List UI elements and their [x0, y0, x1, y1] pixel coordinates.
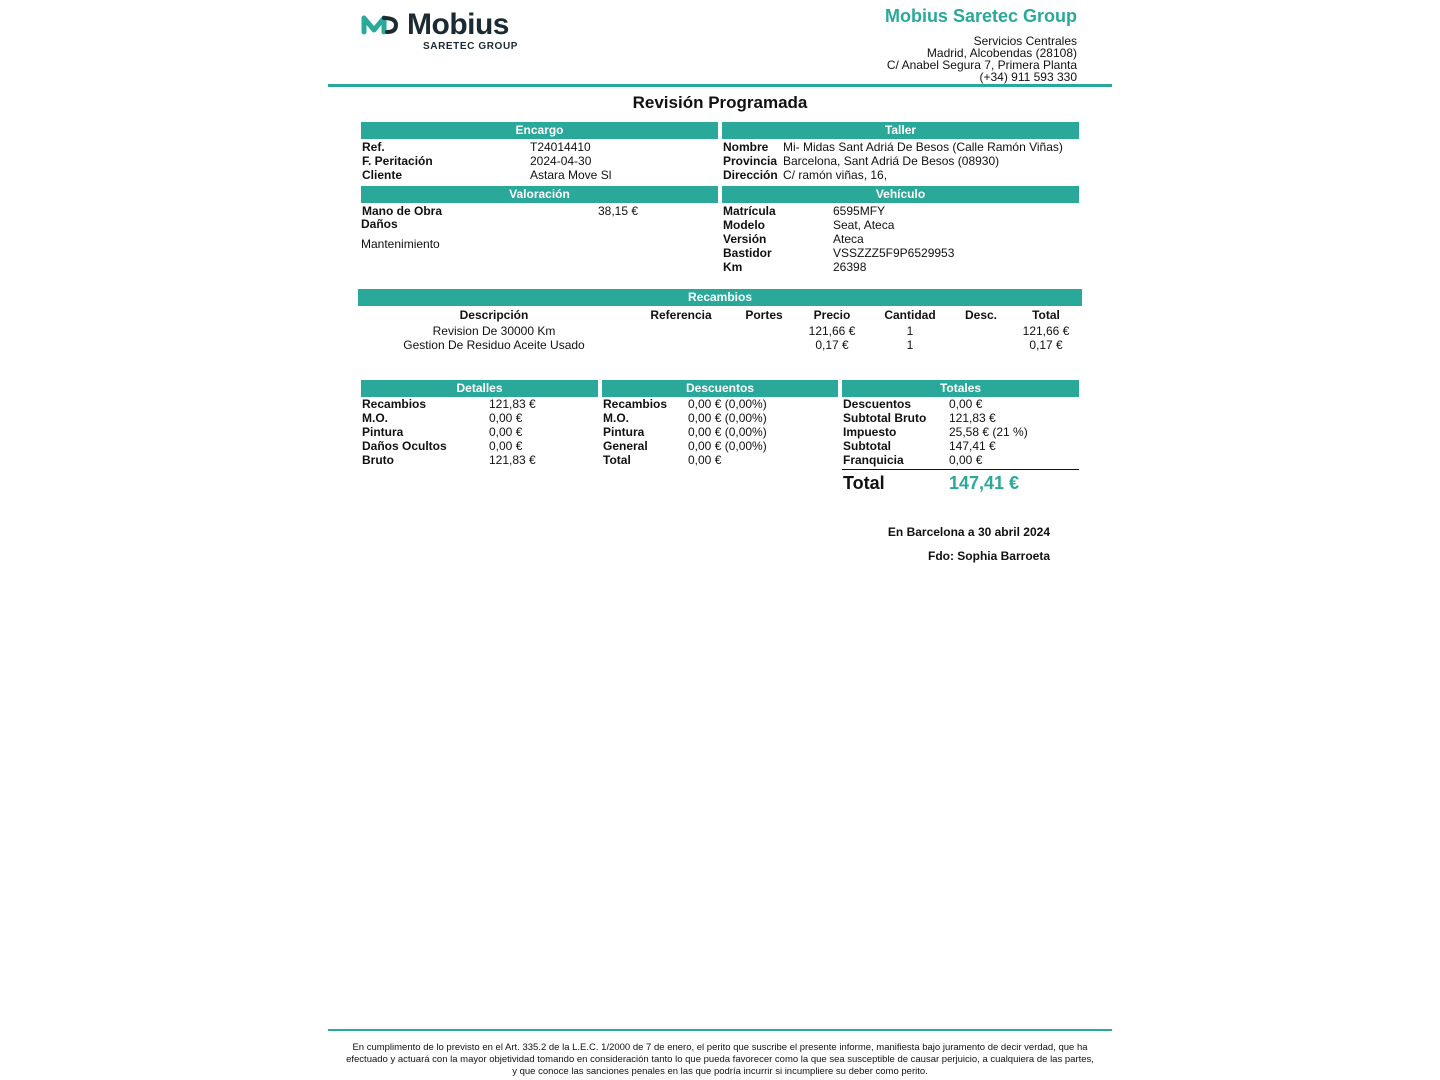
total-divider: [842, 469, 1079, 470]
field-label: Daños: [361, 217, 398, 231]
descuentos-row: [603, 453, 722, 467]
column-header: Cantidad: [884, 308, 936, 322]
field-value: 25,58 € (21 %): [949, 425, 1028, 439]
field-label: Ref.: [362, 140, 385, 154]
taller-nombre: [723, 140, 1063, 154]
table-cell: 1: [906, 338, 914, 352]
field-label: Subtotal Bruto: [843, 411, 927, 425]
table-cell: Revision De 30000 Km: [432, 324, 556, 338]
detalles-row: [362, 411, 523, 425]
field-value: 0,00 €: [949, 397, 983, 411]
field-value: 0,00 €: [949, 453, 983, 467]
field-value: T24014410: [530, 140, 591, 154]
field-label: General: [603, 439, 648, 453]
valoracion-header: Valoración: [361, 186, 718, 203]
field-label: Bastidor: [723, 246, 772, 260]
field-label: Recambios: [362, 397, 427, 411]
field-value: 147,41 €: [949, 439, 996, 453]
field-label: Subtotal: [843, 439, 891, 453]
field-label: Modelo: [723, 218, 765, 232]
legal-line: efectuado y actuará con la mayor objetividad tomando en consideración tanto lo que pueda favorecer como la que sea susceptible de causar perjuicio, a cualquiera de las partes,: [346, 1054, 1094, 1065]
field-label: Provincia: [723, 154, 778, 168]
totales-row: [843, 411, 996, 425]
recambios-table: [358, 308, 1082, 352]
detalles-header: Detalles: [361, 380, 598, 397]
vehiculo-version: [723, 232, 864, 246]
field-value: Barcelona, Sant Adriá De Besos (08930): [783, 154, 1000, 168]
column-header: Total: [1032, 308, 1060, 322]
field-value: 0,00 €: [489, 411, 523, 425]
footer-divider: [328, 1029, 1112, 1031]
field-value: 0,00 €: [489, 425, 523, 439]
totales-row: [843, 439, 996, 453]
company-line: Servicios Centrales: [973, 34, 1077, 48]
detalles-row: [362, 425, 523, 439]
column-header: Referencia: [650, 308, 712, 322]
taller-provincia: [723, 154, 1000, 168]
field-value: 0,00 € (0,00%): [688, 439, 767, 453]
vehiculo-bastidor: [723, 246, 955, 260]
totales-row: [843, 453, 983, 467]
detalles-row: [362, 453, 536, 467]
totales-row: [843, 397, 983, 411]
grand-total-value: 147,41 €: [949, 473, 1020, 493]
company-line: (+34) 911 593 330: [979, 70, 1077, 84]
field-label: Dirección: [723, 168, 778, 182]
company-line: C/ Anabel Segura 7, Primera Planta: [886, 58, 1077, 72]
valoracion-mano-obra: [362, 204, 639, 218]
field-value: Mi- Midas Sant Adriá De Besos (Calle Ramón Viñas): [783, 140, 1063, 154]
table-cell: Gestion De Residuo Aceite Usado: [403, 338, 585, 352]
detalles-row: [362, 439, 523, 453]
table-row: [358, 338, 1082, 352]
detalles-row: [362, 397, 536, 411]
table-cell: 0,17 €: [815, 338, 849, 352]
field-label: Matrícula: [723, 204, 776, 218]
field-label: Pintura: [362, 425, 404, 439]
table-cell: 1: [906, 324, 914, 338]
descuentos-row: [603, 425, 767, 439]
taller-header: Taller: [722, 122, 1079, 139]
field-label: Descuentos: [843, 397, 912, 411]
legal-notice: [340, 1042, 1100, 1078]
encargo-header: Encargo: [361, 122, 718, 139]
field-value: 121,83 €: [489, 397, 536, 411]
field-value: C/ ramón viñas, 16,: [783, 168, 888, 182]
vehiculo-km: [723, 260, 867, 274]
field-value: 6595MFY: [833, 204, 886, 218]
field-label: Nombre: [723, 140, 769, 154]
recambios-header: Recambios: [358, 289, 1082, 306]
field-value: 121,83 €: [489, 453, 536, 467]
legal-line: En cumplimento de lo previsto en el Art. 335.2 de la L.E.C. 1/2000 de 7 de enero, el perito que suscribe el presente informe, manifiesta bajo juramento de decir verdad, que ha: [352, 1042, 1088, 1053]
taller-direccion: [723, 168, 888, 182]
field-label: Total: [603, 453, 631, 467]
descuentos-row: [603, 439, 767, 453]
field-label: Franquicia: [843, 453, 904, 467]
field-label: M.O.: [603, 411, 629, 425]
field-label: Recambios: [603, 397, 668, 411]
field-label: F. Peritación: [362, 154, 433, 168]
field-value: 0,00 €: [688, 453, 722, 467]
encargo-cliente: [362, 168, 612, 182]
header-divider: [328, 84, 1112, 87]
field-label: Mano de Obra: [362, 204, 443, 218]
field-label: Pintura: [603, 425, 645, 439]
vehiculo-matricula: [723, 204, 886, 218]
field-value: 26398: [833, 260, 867, 274]
field-value: 2024-04-30: [530, 154, 592, 168]
column-header: Portes: [745, 308, 783, 322]
logo-subtitle: SARETEC GROUP: [423, 41, 519, 52]
field-label: M.O.: [362, 411, 388, 425]
field-value: 0,00 € (0,00%): [688, 425, 767, 439]
table-row: [358, 324, 1082, 338]
field-value: Astara Move Sl: [530, 168, 612, 182]
valoracion-mantenimiento: Mantenimiento: [361, 237, 440, 251]
mobius-logo-icon: [361, 12, 399, 38]
column-header: Desc.: [964, 308, 998, 322]
field-value: VSSZZZ5F9P6529953: [833, 246, 955, 260]
signature-name: Fdo: Sophia Barroeta: [927, 549, 1050, 563]
totales-header: Totales: [842, 380, 1079, 397]
field-label: Bruto: [362, 453, 394, 467]
vehiculo-modelo: [723, 218, 895, 232]
field-label: Cliente: [362, 168, 403, 182]
field-label: Km: [723, 260, 743, 274]
field-value: 0,00 € (0,00%): [688, 397, 767, 411]
descuentos-row: [603, 411, 767, 425]
signature-place-date: En Barcelona a 30 abril 2024: [887, 525, 1050, 539]
company-logo: [361, 8, 521, 54]
field-value: 121,83 €: [949, 411, 996, 425]
document-title: Revisión Programada: [632, 93, 808, 112]
encargo-fecha: [362, 154, 592, 168]
field-value: Seat, Ateca: [833, 218, 895, 232]
field-value: Ateca: [833, 232, 864, 246]
totales-row: [843, 425, 1028, 439]
field-label: Daños Ocultos: [362, 439, 447, 453]
grand-total-label: Total: [843, 473, 885, 493]
descuentos-header: Descuentos: [602, 380, 838, 397]
vehiculo-header: Vehículo: [722, 186, 1079, 203]
field-value: 38,15 €: [598, 204, 639, 218]
legal-line: y que conoce las sanciones penales en las que podría incurrir si incumpliere su deber como perito.: [512, 1066, 928, 1077]
encargo-ref: [362, 140, 591, 154]
logo-wordmark: Mobius: [407, 8, 509, 41]
column-header: Precio: [813, 308, 851, 322]
descuentos-row: [603, 397, 767, 411]
table-cell: 0,17 €: [1029, 338, 1063, 352]
valoracion-danos: [361, 217, 398, 231]
company-line: Madrid, Alcobendas (28108): [926, 46, 1077, 60]
field-value: 0,00 € (0,00%): [688, 411, 767, 425]
company-info: [885, 6, 1077, 83]
table-cell: 121,66 €: [1022, 324, 1070, 338]
company-name: Mobius Saretec Group: [884, 6, 1077, 26]
column-header: Descripción: [459, 308, 529, 322]
table-cell: 121,66 €: [808, 324, 856, 338]
field-label: Impuesto: [843, 425, 897, 439]
table-header-row: [358, 308, 1082, 322]
field-label: Versión: [723, 232, 767, 246]
field-value: 0,00 €: [489, 439, 523, 453]
